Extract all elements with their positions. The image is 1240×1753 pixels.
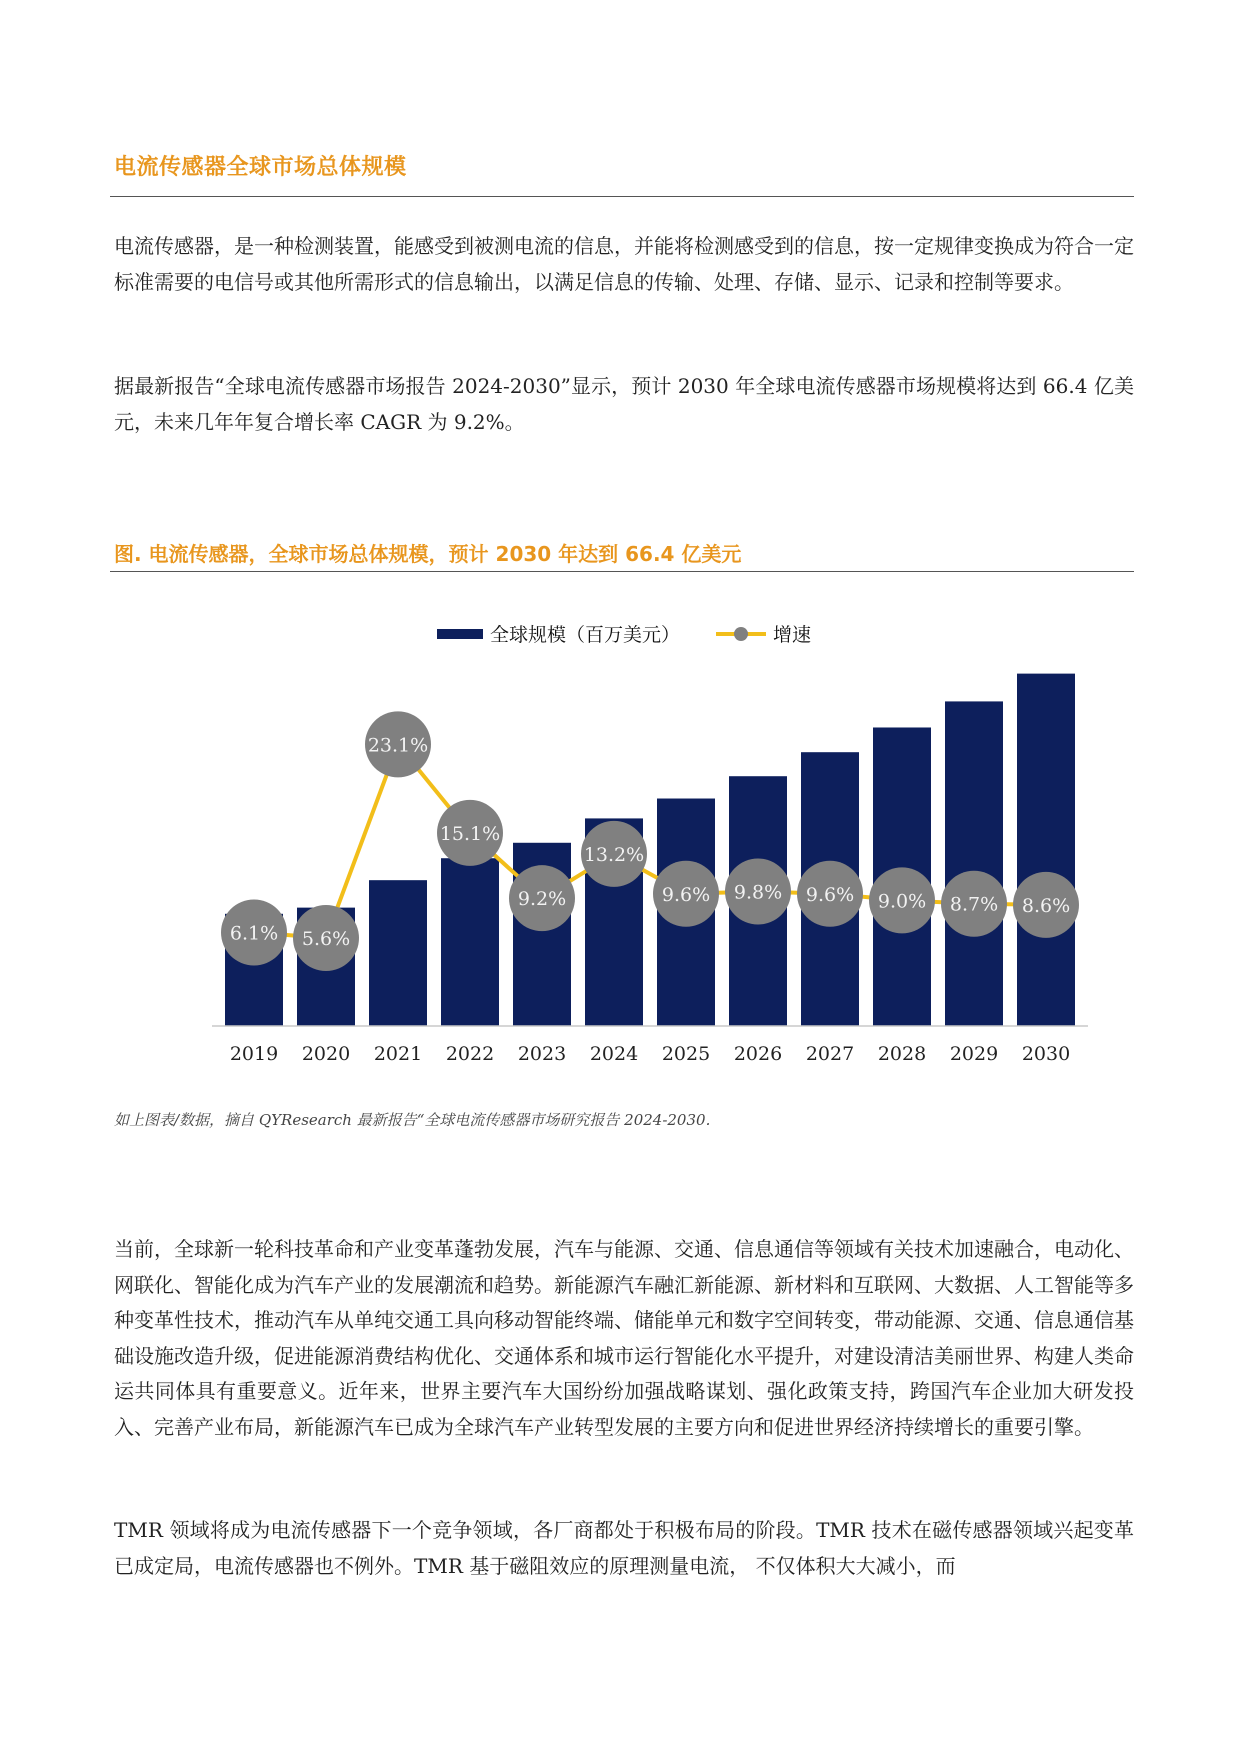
tmr-paragraph: TMR 领域将成为电流传感器下一个竞争领域，各厂商都处于积极布局的阶段。TMR 技术在磁传感器领域兴起变革已成定局，电流传感器也不例外。TMR 基于磁阻效应的原理测量电流， 不仅体积大大减小，而 (114, 1518, 1134, 1578)
legend-bar-label: 全球规模（百万美元） (490, 624, 681, 646)
legend-line-label: 增速 (773, 624, 812, 646)
x-tick-label: 2030 (1021, 1043, 1071, 1065)
x-tick-label: 2022 (445, 1043, 495, 1065)
growth-data-label: 23.1% (367, 734, 429, 757)
intro-paragraph: 电流传感器，是一种检测装置，能感受到被测电流的信息，并能将检测感受到的信息，按一定规律变换成为符合一定标准需要的电信号或其他所需形式的信息输出，以满足信息的传输、处理、存储、显示、记录和控制等要求。 (114, 234, 1134, 294)
growth-data-label: 9.8% (733, 881, 783, 904)
bar-2030 (1017, 674, 1075, 1026)
growth-data-label: 6.1% (229, 922, 279, 945)
growth-data-label: 9.0% (877, 890, 927, 913)
context-paragraph: 当前，全球新一轮科技革命和产业变革蓬勃发展，汽车与能源、交通、信息通信等领域有关技术加速融合，电动化、网联化、智能化成为汽车产业的发展潮流和趋势。新能源汽车融汇新能源、新材料和互联网、大数据、人工智能等多种变革性技术，推动汽车从单纯交通工具向移动智能终端、储能单元和数字空间转变，带动能源、交通、信息通信基础设施改造升级，促进能源消费结构优化、交通体系和城市运行智能化水平提升，对建设清洁美丽世界、构建人类命运共同体具有重要意义。近年来，世界主要汽车大国纷纷加强战略谋划、强化政策支持，跨国汽车企业加大研发投入、完善产业布局，新能源汽车已成为全球汽车产业转型发展的主要方向和促进世界经济持续增长的重要引擎。 (114, 1237, 1134, 1439)
bar-2029 (945, 701, 1003, 1026)
x-tick-label: 2026 (733, 1043, 783, 1065)
legend-line-marker (734, 627, 748, 641)
section-heading: 电流传感器全球市场总体规模 (114, 155, 407, 180)
x-tick-label: 2024 (589, 1043, 639, 1065)
x-tick-label: 2019 (229, 1043, 279, 1065)
legend-bar-swatch (437, 629, 483, 639)
growth-data-label: 8.6% (1021, 894, 1071, 917)
growth-data-label: 13.2% (583, 843, 645, 866)
bar-2021 (369, 880, 427, 1026)
growth-data-label: 5.6% (301, 928, 351, 951)
growth-data-label: 8.7% (949, 893, 999, 916)
bar-2022 (441, 858, 499, 1026)
forecast-paragraph: 据最新报告“全球电流传感器市场报告 2024-2030”显示，预计 2030 年全球电流传感器市场规模将达到 66.4 亿美元，未来几年年复合增长率 CAGR 为 9.2%。 (114, 374, 1134, 434)
figure-caption: 如上图表/数据，摘自 QYResearch 最新报告“全球电流传感器市场研究报告 2024-2030. (114, 1111, 711, 1129)
growth-data-label: 15.1% (439, 822, 501, 845)
growth-data-label: 9.6% (805, 883, 855, 906)
figure-title: 图. 电流传感器，全球市场总体规模，预计 2030 年达到 66.4 亿美元 (114, 542, 742, 566)
x-tick-label: 2027 (805, 1043, 855, 1065)
x-tick-label: 2020 (301, 1043, 351, 1065)
x-tick-label: 2029 (949, 1043, 999, 1065)
x-tick-label: 2021 (373, 1043, 423, 1065)
x-tick-label: 2023 (517, 1043, 567, 1065)
growth-data-label: 9.6% (661, 883, 711, 906)
growth-data-label: 9.2% (517, 888, 567, 911)
x-tick-label: 2028 (877, 1043, 927, 1065)
x-tick-label: 2025 (661, 1043, 711, 1065)
